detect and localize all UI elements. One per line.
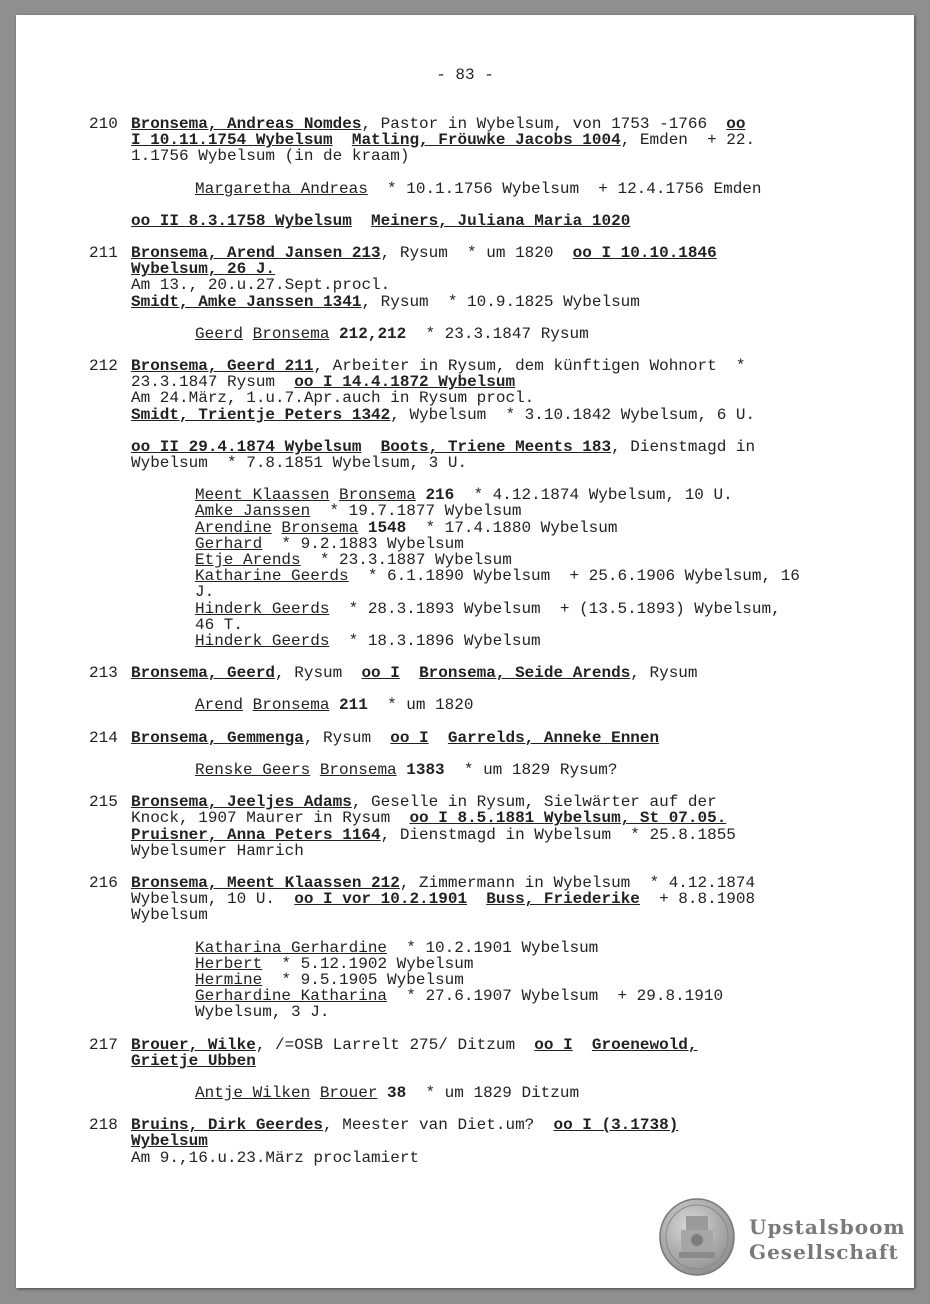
child-name: Arendine [195, 518, 272, 537]
entry-number: 213 [89, 664, 118, 683]
children-list [131, 697, 849, 713]
child-ref: 216 [425, 486, 455, 505]
entry-text: Wybelsum [131, 906, 208, 925]
child-surname: Brouer [319, 1083, 378, 1102]
entry-211 [89, 245, 849, 342]
child-details: * 10.2.1901 Wybelsum [387, 938, 599, 957]
child-details: 46 T. [195, 615, 244, 634]
spouse-name: Boots, Triene Meents 183 [380, 437, 612, 456]
entry-number: 218 [89, 1116, 118, 1135]
child-name: Gerhard [195, 534, 263, 553]
entry-216 [89, 875, 849, 1021]
person-name: Brouer, Wilke [131, 1035, 256, 1054]
children-list [131, 940, 849, 1021]
entry-number: 216 [89, 873, 118, 892]
entry-text: , Rysum [630, 664, 698, 683]
marriage-record: oo I [534, 1035, 573, 1054]
entry-text: , Wybelsum * 3.10.1842 Wybelsum, 6 U. [390, 405, 756, 424]
page-number: - 83 - [436, 66, 494, 84]
child-details: * 23.3.1887 Wybelsum [300, 551, 512, 570]
child-details: * 23.3.1847 Rysum [406, 324, 589, 343]
child-details: * 5.12.1902 Wybelsum [262, 954, 474, 973]
child-surname: Bronsema [319, 760, 397, 779]
entry-213 [89, 665, 849, 713]
spouse-name: Grietje Ubben [131, 1051, 256, 1070]
child-name: Etje Arends [195, 551, 301, 570]
society-seal-icon [659, 1198, 735, 1276]
entry-214 [89, 730, 849, 778]
child-details: * um 1829 Ditzum [406, 1083, 580, 1102]
child-name: Hinderk Geerds [195, 632, 330, 651]
marriage-record: oo I [361, 664, 400, 683]
child-name: Antje Wilken [195, 1083, 311, 1102]
children-list [131, 181, 849, 197]
entry-text: Wybelsum, 10 U. [131, 890, 295, 909]
child-details: * 6.1.1890 Wybelsum + 25.6.1906 Wybelsum, 16 [348, 567, 800, 586]
child-name: Hinderk Geerds [195, 599, 330, 618]
child-name: Katharine Geerds [195, 567, 349, 586]
child-name: Meent Klaassen [195, 486, 330, 505]
child-details: Wybelsum, 3 J. [195, 1003, 330, 1022]
entry-text: , Rysum [275, 664, 362, 683]
genealogy-entries [89, 116, 849, 1182]
child-details: * 4.12.1874 Wybelsum, 10 U. [454, 486, 733, 505]
person-name: Bronsema, Geerd 211 [131, 357, 314, 376]
entry-text: , Arbeiter in Rysum, dem künftigen Wohnort * [313, 357, 746, 376]
logo-line-1: Upstalsboom [749, 1215, 906, 1239]
entry-number: 210 [89, 115, 118, 133]
children-list [131, 326, 849, 342]
child-ref: 1383 [406, 760, 445, 779]
child-surname: Bronsema [281, 518, 359, 537]
children-list [131, 487, 849, 649]
entry-text: Wybelsum * 7.8.1851 Wybelsum, 3 U. [131, 454, 468, 473]
child-name: Arend [195, 696, 244, 715]
child-name: Gerhardine Katharina [195, 987, 388, 1006]
entry-text: , Zimmermann in Wybelsum * 4.12.1874 [399, 873, 756, 892]
entry-text: , Rysum [303, 728, 391, 747]
child-ref: 212,212 [339, 324, 407, 343]
entry-text: , Dienstmagd in [611, 437, 756, 456]
spouse-name: Garrelds, Anneke Ennen [447, 728, 660, 747]
children-list [131, 1085, 849, 1101]
child-details: * 28.3.1893 Wybelsum + (13.5.1893) Wybelsum, [329, 599, 781, 618]
children-list [131, 762, 849, 778]
child-details: * 9.5.1905 Wybelsum [262, 970, 464, 989]
child-name: Hermine [195, 970, 263, 989]
marriage-record: oo I [390, 728, 429, 747]
child-name: Herbert [195, 954, 263, 973]
entry-text: Am 24.März, 1.u.7.Apr.auch in Rysum procl. [131, 389, 535, 408]
entry-text: , Rysum * 10.9.1825 Wybelsum [361, 292, 640, 311]
entry-number: 212 [89, 357, 118, 376]
child-details: * 10.1.1756 Wybelsum + 12.4.1756 Emden [367, 179, 762, 198]
person-name: Bronsema, Arend Jansen 213 [131, 244, 381, 263]
spouse-name: Buss, Friederike [486, 890, 640, 909]
entry-text: , Emden + 22. [620, 131, 756, 150]
logo-line-2: Gesellschaft [749, 1240, 899, 1264]
entry-number: 211 [89, 244, 118, 263]
child-details: * 17.4.1880 Wybelsum [406, 518, 618, 537]
marriage-record: Wybelsum [131, 1132, 208, 1151]
spouse-name: Pruisner, Anna Peters 1164 [131, 825, 381, 844]
child-ref: 1548 [367, 518, 407, 537]
child-details: * 18.3.1896 Wybelsum [329, 632, 541, 651]
document-page [16, 15, 914, 1288]
spouse-name: Smidt, Trientje Peters 1342 [131, 405, 391, 424]
entry-text: 23.3.1847 Rysum [131, 373, 295, 392]
entry-text: , Pastor in Wybelsum, von 1753 -1766 [361, 115, 727, 133]
spouse-name: Bronsema, Seide Arends [419, 664, 631, 683]
entry-218 [89, 1117, 849, 1166]
child-name: Renske Geers [195, 760, 311, 779]
entry-text: , Meester van Diet.um? [323, 1116, 554, 1135]
spouse-name: Groenewold, [591, 1035, 698, 1054]
person-name: Bronsema, Gemmenga [131, 728, 304, 747]
entry-text: 1.1756 Wybelsum (in de kraam) [131, 147, 410, 166]
child-details: * 27.6.1907 Wybelsum + 29.8.1910 [387, 987, 724, 1006]
child-details: * 9.2.1883 Wybelsum [262, 534, 464, 553]
entry-number: 215 [89, 793, 118, 812]
person-name: Bronsema, Meent Klaassen 212 [131, 873, 400, 892]
spouse-name: Matling, Fröuwke Jacobs 1004 [351, 131, 621, 150]
marriage-record: oo I 14.4.1872 Wybelsum [294, 373, 516, 392]
person-name: Bronsema, Jeeljes Adams [131, 793, 352, 812]
person-name: Bronsema, Geerd [131, 664, 276, 683]
child-surname: Bronsema [252, 696, 330, 715]
marriage-record: I 10.11.1754 Wybelsum [131, 131, 333, 150]
society-logo [749, 1215, 906, 1265]
marriage-record: oo II 8.3.1758 Wybelsum [131, 211, 352, 230]
child-name: Amke Janssen [195, 502, 311, 521]
entry-text: Am 9.,16.u.23.März proclamiert [131, 1148, 420, 1167]
child-name: Margaretha Andreas [195, 179, 368, 198]
entry-text: , Rysum * um 1820 [380, 244, 573, 263]
entry-text: Wybelsumer Hamrich [131, 841, 304, 860]
entry-212 [89, 358, 849, 649]
child-ref: 211 [339, 696, 368, 715]
entry-text: , Geselle in Rysum, Sielwärter auf der [351, 793, 717, 812]
marriage-record: oo II 29.4.1874 Wybelsum [131, 437, 362, 456]
entry-text: , Dienstmagd in Wybelsum * 25.8.1855 [380, 825, 736, 844]
entry-210 [89, 116, 849, 229]
marriage-record: oo I (3.1738) [553, 1116, 679, 1135]
person-name: Bronsema, Andreas Nomdes [131, 115, 362, 133]
entry-text: Am 13., 20.u.27.Sept.procl. [131, 276, 391, 295]
marriage-record: oo I vor 10.2.1901 [294, 890, 468, 909]
entry-number: 214 [89, 728, 118, 747]
marriage-record: Wybelsum, 26 J. [131, 260, 276, 279]
child-name: Geerd [195, 324, 244, 343]
entry-215 [89, 794, 849, 859]
marriage-record: oo I 8.5.1881 Wybelsum, St 07.05. [409, 809, 727, 828]
child-ref: 38 [387, 1083, 407, 1102]
child-name: Katharina Gerhardine [195, 938, 388, 957]
marriage-record: oo I 10.10.1846 [572, 244, 717, 263]
entry-217 [89, 1037, 849, 1102]
spouse-name: Smidt, Amke Janssen 1341 [131, 292, 362, 311]
child-details: * um 1829 Rysum? [444, 760, 618, 779]
entry-text: + 8.8.1908 [639, 890, 756, 909]
spouse-name: Meiners, Juliana Maria 1020 [371, 211, 631, 230]
child-details: J. [195, 583, 215, 602]
entry-text: Knock, 1907 Maurer in Rysum [131, 809, 410, 828]
child-details: * um 1820 [367, 696, 474, 715]
marriage-marker: oo [726, 115, 746, 133]
person-name: Bruins, Dirk Geerdes [131, 1116, 324, 1135]
child-details: * 19.7.1877 Wybelsum [310, 502, 522, 521]
entry-text: , /=OSB Larrelt 275/ Ditzum [255, 1035, 535, 1054]
entry-number: 217 [89, 1035, 118, 1054]
child-surname: Bronsema [339, 486, 416, 505]
child-surname: Bronsema [252, 324, 330, 343]
